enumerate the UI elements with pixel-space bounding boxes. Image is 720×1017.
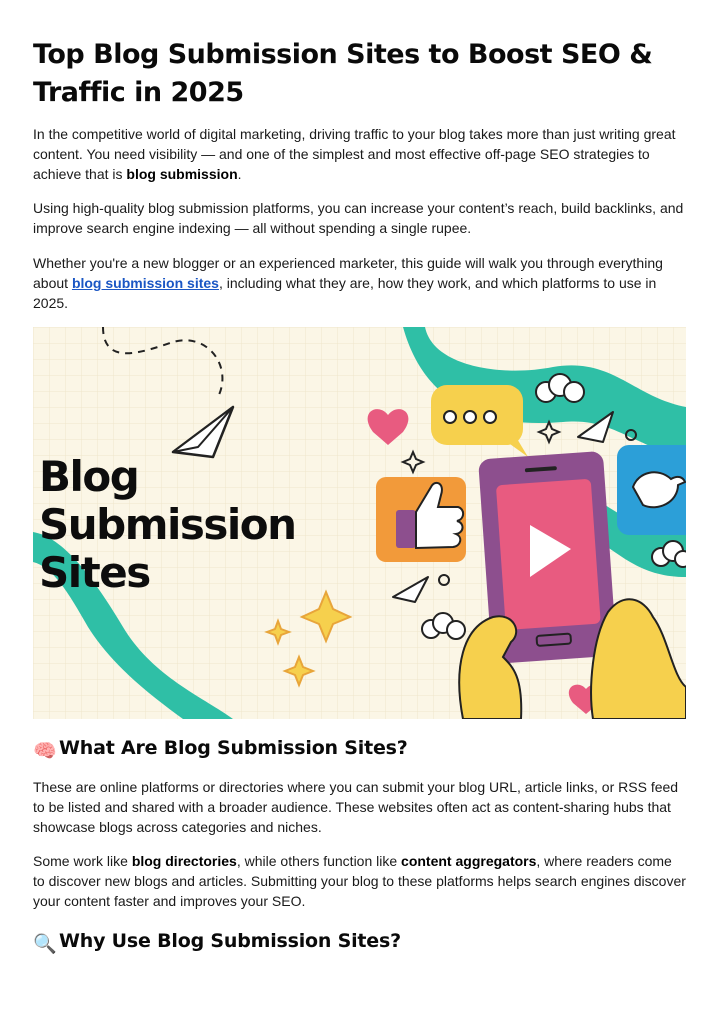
what-paragraph-2 <box>33 851 687 911</box>
hero-title <box>39 453 296 597</box>
what-text: Some work like <box>33 853 132 869</box>
intro-paragraph-2: Using high-quality blog submission platforms, you can increase your content’s reach, build backlinks, and improve search engine indexing — all without spending a single rupee. <box>33 200 684 236</box>
article-title: Top Blog Submission Sites to Boost SEO & Traffic in 2025 <box>33 39 653 108</box>
intro-text: In the competitive world of digital marketing, driving traffic to your blog takes more than just writing great content. You need visibility — and one of the simplest and most effective off-page SEO strategies to achieve that is <box>33 126 676 182</box>
brain-icon: 🧠 <box>33 740 57 762</box>
section-heading-text: Why Use Blog Submission Sites? <box>59 930 401 952</box>
blog-submission-sites-link[interactable]: blog submission sites <box>71 275 219 291</box>
intro-text: , including what they are, how they work, and which platforms to use in 2025. <box>33 275 657 311</box>
intro-period: . <box>237 166 242 182</box>
what-text: , while others function like <box>236 853 402 869</box>
thumbs-up-card <box>376 477 466 562</box>
hero-title-line: Sites <box>39 548 150 597</box>
what-paragraph-1: These are online platforms or directories where you can submit your blog URL, article links, or RSS feed to be listed and shared with a broader audience. These websites often act as content-sharing hubs that showcase blogs across categories and niches. <box>33 779 679 835</box>
intro-text: Whether you're a new blogger or an experienced marketer, this guide will walk you through everything about <box>33 255 663 291</box>
content-aggregators-term: content aggregators <box>401 853 537 869</box>
hero-illustration <box>33 327 686 719</box>
intro-paragraph-3 <box>33 253 687 313</box>
section-heading-what <box>33 735 687 764</box>
section-heading-text: What Are Blog Submission Sites? <box>59 737 408 759</box>
intro-paragraph-1 <box>33 124 687 184</box>
what-text: , where readers come to discover new blogs and articles. Submitting your blog to these platforms helps search engines discover your content faster and improves your SEO. <box>33 853 686 909</box>
section-heading-why <box>33 928 687 957</box>
bird-card <box>617 445 686 535</box>
hero-title-line: Submission <box>39 500 296 549</box>
intro-bold-term: blog submission <box>126 166 238 182</box>
hero-title-line: Blog <box>39 452 139 501</box>
blog-directories-term: blog directories <box>131 853 237 869</box>
magnifier-icon: 🔍 <box>33 933 57 955</box>
